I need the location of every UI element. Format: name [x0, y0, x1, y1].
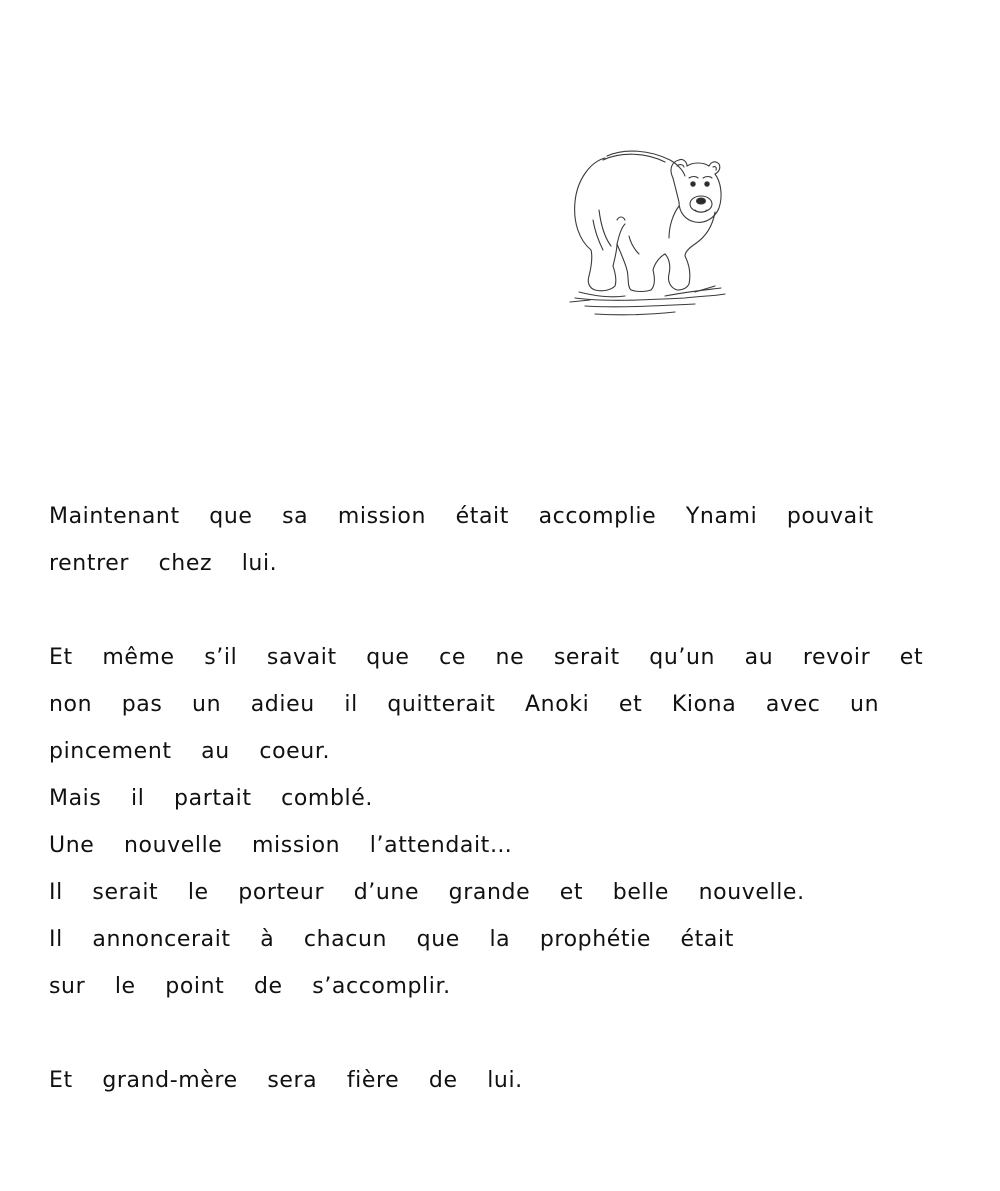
story-line: Et même s’il savait que ce ne serait qu’un au revoir et	[49, 645, 924, 670]
story-line: Une nouvelle mission l’attendait…	[49, 833, 513, 858]
story-line: sur le point de s’accomplir.	[49, 974, 451, 999]
story-text	[49, 493, 969, 1104]
story-line: Il serait le porteur d’une grande et belle nouvelle.	[49, 880, 805, 905]
story-line: Mais il partait comblé.	[49, 786, 373, 811]
story-line: pincement au coeur.	[49, 739, 331, 764]
paragraph-spacer	[49, 587, 969, 634]
story-line: Et grand-mère sera fière de lui.	[49, 1068, 523, 1093]
story-line: rentrer chez lui.	[49, 551, 278, 576]
bear-sketch-icon	[565, 140, 735, 325]
story-line: Il annoncerait à chacun que la prophétie était	[49, 927, 734, 952]
story-line: non pas un adieu il quitterait Anoki et Kiona avec un	[49, 692, 880, 717]
story-line: Maintenant que sa mission était accomplie Ynami pouvait	[49, 504, 874, 529]
paragraph-spacer	[49, 1010, 969, 1057]
